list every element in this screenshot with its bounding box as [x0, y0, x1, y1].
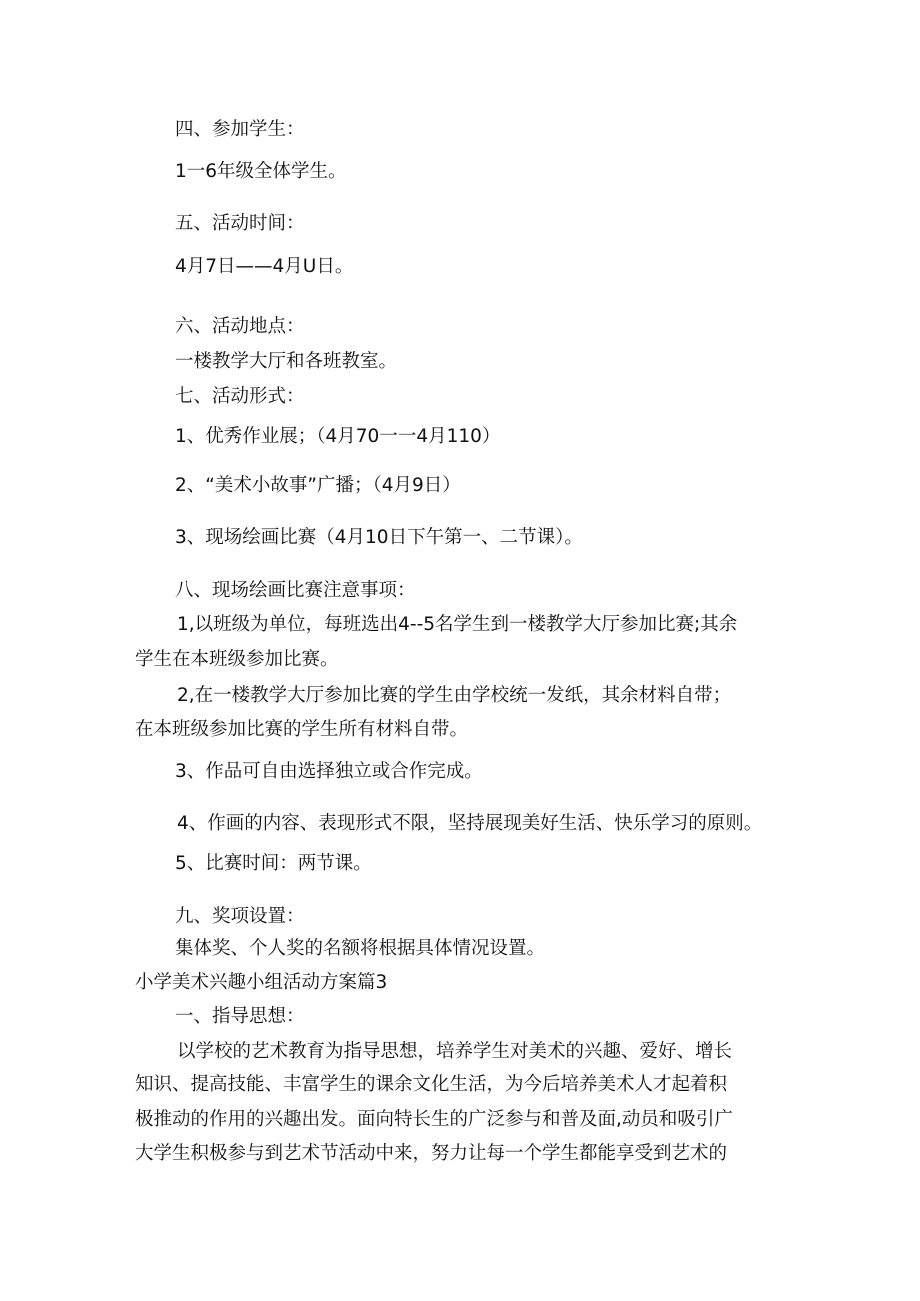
- notes-item-4: 4、作画的内容、表现形式不限，坚持展现美好生活、快乐学习的原则。: [177, 813, 763, 834]
- notes-item-3: 3、作品可自由选择独立或合作完成。: [175, 761, 483, 782]
- notes-item-2-line-2: 在本班级参加比赛的学生所有材料自带。: [135, 719, 469, 740]
- notes-item-1-line-1: 1,以班级为单位，每班选出4--5名学生到一楼教学大厅参加比赛;其余: [177, 614, 738, 635]
- section-heading-location: 六、活动地点：: [175, 316, 305, 337]
- guiding-idea-line-4: 大学生积极参与到艺术节活动中来，努力让每一个学生都能享受到艺术的: [135, 1143, 728, 1164]
- time-text: 4月7日——4月U日。: [175, 256, 354, 277]
- section-heading-guiding-idea: 一、指导思想：: [175, 1006, 305, 1027]
- section-heading-participants: 四、参加学生：: [175, 119, 305, 140]
- location-text: 一楼教学大厅和各班教室。: [175, 351, 398, 372]
- section-heading-time: 五、活动时间：: [175, 213, 305, 234]
- notes-item-5: 5、比赛时间：两节课。: [175, 853, 372, 874]
- awards-text: 集体奖、个人奖的名额将根据具体情况设置。: [175, 938, 546, 959]
- guiding-idea-line-3: 极推动的作用的兴趣出发。面向特长生的广泛参与和普及面,动员和吸引广: [135, 1109, 733, 1130]
- notes-item-1-line-2: 学生在本班级参加比赛。: [135, 649, 339, 670]
- notes-item-2-line-1: 2,在一楼教学大厅参加比赛的学生由学校统一发纸，其余材料自带；: [177, 685, 732, 706]
- format-item-1: 1、优秀作业展；（4月70一一4月110）: [175, 426, 501, 447]
- section-heading-format: 七、活动形式：: [175, 386, 305, 407]
- format-item-2: 2、“美术小故事”广播；（4月9日）: [175, 475, 461, 496]
- guiding-idea-line-1: 以学校的艺术教育为指导思想，培养学生对美术的兴趣、爱好、增长: [177, 1041, 733, 1062]
- section-heading-notes: 八、现场绘画比赛注意事项：: [175, 580, 416, 601]
- participants-text: 1一6年级全体学生。: [175, 161, 347, 182]
- format-item-3: 3、现场绘画比赛（4月10日下午第一、二节课）。: [175, 527, 583, 548]
- section-heading-awards: 九、奖项设置：: [175, 906, 305, 927]
- guiding-idea-line-2: 知识、提高技能、丰富学生的课余文化生活，为今后培养美术人才起着积: [135, 1074, 728, 1095]
- document-title-part-3: 小学美术兴趣小组活动方案篇3: [135, 972, 388, 993]
